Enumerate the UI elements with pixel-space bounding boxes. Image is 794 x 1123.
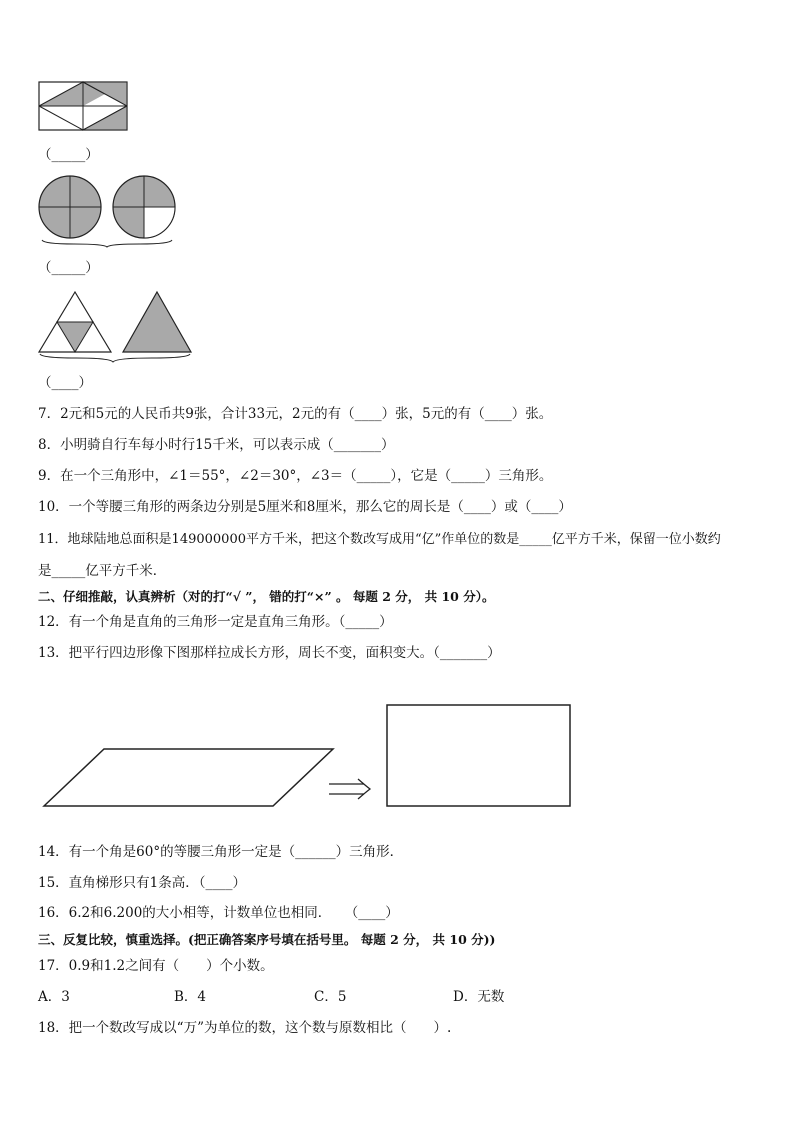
figure-parallelogram-to-rectangle bbox=[44, 704, 574, 810]
section-2-title: 二、仔细推敲，认真辨析（对的打“√ ”， 错的打“×” 。 每题 2 分， 共 10 分）。 bbox=[38, 589, 495, 604]
question-17-option-a[interactable]: A．3 bbox=[38, 989, 70, 1005]
question-8: 8．小明骑自行车每小时行15千米，可以表示成（_______） bbox=[38, 437, 395, 453]
section-3-title: 三、反复比较，慎重选择。(把正确答案序号填在括号里。 每题 2 分， 共 10 分)) bbox=[38, 932, 496, 947]
question-12: 12．有一个角是直角的三角形一定是直角三角形。（_____） bbox=[38, 614, 393, 630]
question-17-option-c[interactable]: C．5 bbox=[314, 989, 347, 1005]
figure-two-circles bbox=[38, 176, 180, 248]
figure3-answer-blank[interactable]: （____） bbox=[38, 375, 92, 391]
question-13: 13．把平行四边形像下图那样拉成长方形，周长不变，面积变大。（_______） bbox=[38, 645, 501, 661]
question-9: 9．在一个三角形中，∠1＝55°，∠2＝30°，∠3＝（_____），它是（_____）三角形。 bbox=[38, 468, 553, 484]
question-17: 17．0.9和1.2之间有（ ）个小数。 bbox=[38, 958, 274, 974]
question-10: 10．一个等腰三角形的两条边分别是5厘米和8厘米，那么它的周长是（____）或（____） bbox=[38, 499, 572, 515]
figure1-answer-blank[interactable]: （_____） bbox=[38, 147, 99, 163]
question-11-line1: 11．地球陆地总面积是149000000平方千米，把这个数改写成用“亿”作单位的数是_____亿平方千米，保留一位小数约 bbox=[38, 532, 721, 547]
question-18: 18．把一个数改写成以“万”为单位的数，这个数与原数相比（ ）. bbox=[38, 1020, 452, 1036]
question-11-line2: 是_____亿平方千米． bbox=[38, 563, 167, 579]
question-17-option-d[interactable]: D．无数 bbox=[453, 989, 505, 1005]
question-7: 7．2元和5元的人民币共9张，合计33元，2元的有（____）张，5元的有（____）张。 bbox=[38, 406, 553, 422]
question-15: 15．直角梯形只有1条高．（____） bbox=[38, 875, 247, 891]
question-14: 14．有一个角是60°的等腰三角形一定是（______）三角形． bbox=[38, 844, 404, 860]
figure2-answer-blank[interactable]: （_____） bbox=[38, 260, 99, 276]
figure-triangles bbox=[38, 290, 196, 362]
question-16: 16．6.2和6.200的大小相等，计数单位也相同． （____） bbox=[38, 905, 399, 921]
question-17-option-b[interactable]: B．4 bbox=[174, 989, 207, 1005]
figure-rectangle-triangles bbox=[38, 81, 130, 133]
